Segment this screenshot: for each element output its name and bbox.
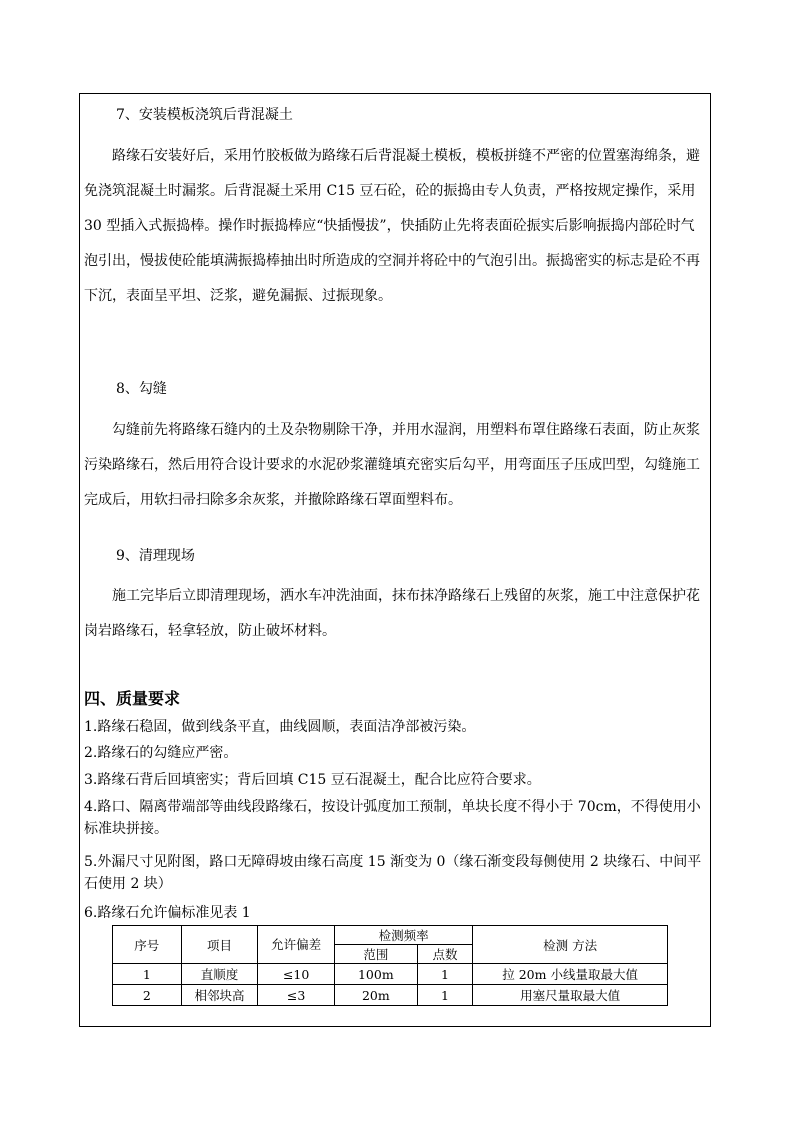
cell-allow: ≤10 bbox=[258, 964, 335, 985]
header-allow: 允许偏差 bbox=[258, 926, 335, 964]
section-8-paragraph: 勾缝前先将路缘石缝内的土及杂物剔除干净，并用水湿润，用塑料布罩住路缘石表面，防止灰浆污染路缘石，然后用符合设计要求的水泥砂浆灌缝填充密实后勾平，用弯面压子压成凹型，勾缝施工完成后，用软扫帚扫除多余灰浆，并撤除路缘石罩面塑料布。 bbox=[84, 422, 700, 508]
cell-points: 1 bbox=[417, 985, 473, 1006]
cell-range: 20m bbox=[334, 985, 417, 1006]
quality-item-1: 1.路缘石稳固，做到线条平直，曲线圆顺，表面洁净部被污染。 bbox=[84, 719, 476, 735]
cell-allow: ≤3 bbox=[258, 985, 335, 1006]
section-7-title: 7、安装模板浇筑后背混凝土 bbox=[116, 107, 293, 123]
table-header-row bbox=[113, 926, 668, 945]
header-seq: 序号 bbox=[113, 926, 182, 964]
quality-item-5: 5.外漏尺寸见附图，路口无障碍坡由缘石高度 15 渐变为 0（缘石渐变段每侧使用 2 块缘石、中间平石使用 2 块） bbox=[84, 854, 702, 892]
quality-item-2: 2.路缘石的勾缝应严密。 bbox=[84, 745, 238, 761]
section-9-title: 9、清理现场 bbox=[116, 548, 195, 564]
header-range: 范围 bbox=[334, 945, 417, 964]
quality-item-6: 6.路缘石允许偏标准见表 1 bbox=[84, 905, 251, 921]
cell-method: 拉 20m 小线量取最大值 bbox=[473, 964, 668, 985]
quality-heading: 四、质量要求 bbox=[84, 689, 181, 708]
cell-points: 1 bbox=[417, 964, 473, 985]
header-method: 检测 方法 bbox=[473, 926, 668, 964]
section-9-paragraph: 施工完毕后立即清理现场，洒水车冲洗油面，抹布抹净路缘石上残留的灰浆，施工中注意保护花岗岩路缘石，轻拿轻放，防止破坏材料。 bbox=[84, 588, 700, 639]
header-item: 项目 bbox=[181, 926, 258, 964]
header-points: 点数 bbox=[417, 945, 473, 964]
cell-item: 相邻块高 bbox=[181, 985, 258, 1006]
cell-seq: 2 bbox=[113, 985, 182, 1006]
table-row bbox=[113, 985, 668, 1006]
section-7-paragraph: 路缘石安装好后，采用竹胶板做为路缘石后背混凝土模板，模板拼缝不严密的位置塞海绵条，避免浇筑混凝土时漏浆。后背混凝土采用 C15 豆石砼，砼的振捣由专人负责，严格按规定操作，采用 30 型插入式振捣棒。操作时振捣棒应“快插慢拔”，快插防止先将表面砼振实后影响振捣内部砼时气泡引出，慢拔使砼能填满振捣棒抽出时所造成的空洞并将砼中的气泡引出。振捣密实的标志是砼不再下沉，表面呈平坦、泛浆，避免漏振、过振现象。 bbox=[84, 148, 700, 304]
cell-range: 100m bbox=[334, 964, 417, 985]
cell-method: 用塞尺量取最大值 bbox=[473, 985, 668, 1006]
header-frequency: 检测频率 bbox=[334, 926, 472, 945]
table-row bbox=[113, 964, 668, 985]
section-8-title: 8、勾缝 bbox=[116, 381, 167, 397]
quality-item-4: 4.路口、隔离带端部等曲线段路缘石，按设计弧度加工预制，单块长度不得小于 70cm，不得使用小标准块拼接。 bbox=[84, 799, 701, 837]
cell-item: 直顺度 bbox=[181, 964, 258, 985]
tolerance-table bbox=[112, 925, 668, 1006]
quality-item-3: 3.路缘石背后回填密实；背后回填 C15 豆石混凝土，配合比应符合要求。 bbox=[84, 772, 541, 788]
cell-seq: 1 bbox=[113, 964, 182, 985]
